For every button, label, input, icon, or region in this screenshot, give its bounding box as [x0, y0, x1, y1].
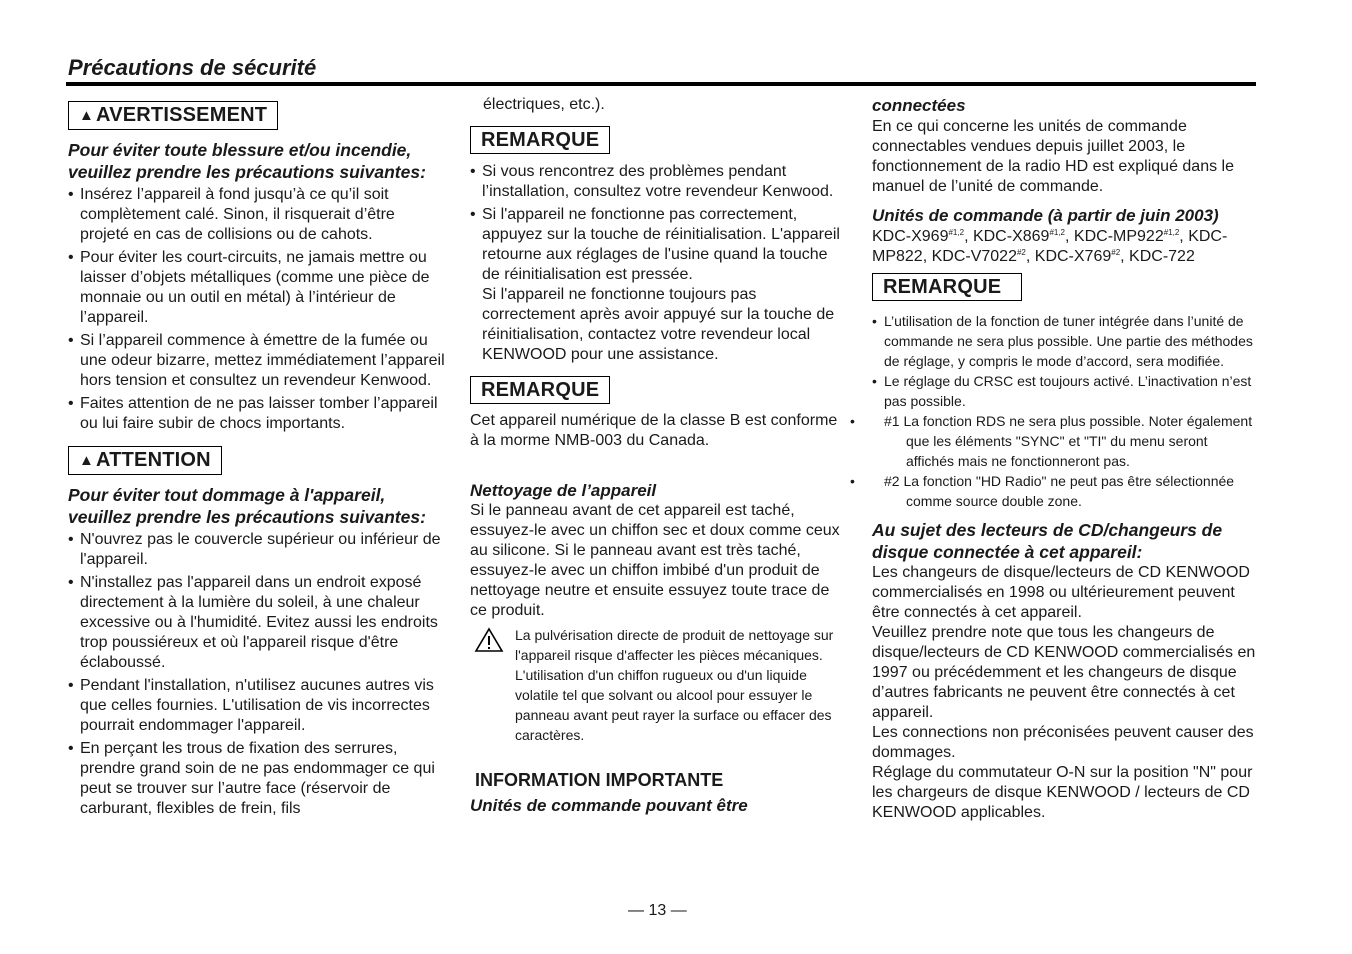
continued-text: électriques, etc.). — [483, 96, 605, 113]
remarque-label: REMARQUE — [481, 129, 600, 151]
title-rule — [66, 82, 1256, 86]
column-1 — [68, 101, 448, 822]
remarque-box — [470, 126, 610, 154]
unit-model: KDC-X969 — [872, 228, 949, 245]
unit-model: KDC-MP922 — [1073, 228, 1164, 245]
cleaning-heading: Nettoyage de l’appareil — [470, 481, 657, 500]
info-subheading-cont: connectées — [872, 96, 966, 115]
unit-footnote: #1,2 — [1049, 228, 1066, 237]
attention-label: ATTENTION — [96, 449, 211, 471]
warning-label: AVERTISSEMENT — [96, 104, 268, 126]
list-item: • En perçant les trous de fixation des serrures, prendre grand soin de ne pas endommager ce qui peut se trouver sur l’autre face (réservoir de carburant, flexibles de frein, fils — [68, 739, 448, 819]
remarque-box — [470, 376, 610, 404]
unit-footnote: #1,2 — [948, 228, 965, 237]
list-item: • N'installez pas l'appareil dans un endroit exposé directement à la lumière du soleil, à une chaleur excessive ou à l'humidité. Evitez aussi les endroits trop poussiéreux et où l'appareil risque d'être éclaboussé. — [68, 573, 448, 673]
remarque-list — [470, 162, 848, 365]
cd-paragraph: Les connections non préconisées peuvent causer des dommages. — [872, 724, 1254, 761]
unit-model: KDC-X769 — [1034, 248, 1112, 265]
cleaning-text: Si le panneau avant de cet appareil est taché, essuyez-le avec un chiffon sec et doux comme ceux au silicone. Si le panneau avant est très taché, essuyez-le avec un chiffon imbibé d'un produit de nettoyage neutre et ensuite essuyez toute trace de ce produit. — [470, 502, 840, 619]
unit-footnote: #1,2 — [1163, 228, 1180, 237]
remarque-box — [872, 273, 1022, 301]
unit-model: KDC-V7022 — [931, 248, 1017, 265]
page-title: Précautions de sécurité — [68, 55, 317, 80]
list-item: • Faites attention de ne pas laisser tomber l’appareil ou lui faire subir de chocs importants. — [68, 394, 448, 434]
column-2 — [470, 95, 848, 817]
attention-intro: Pour éviter tout dommage à l'appareil, veuillez prendre les précautions suivantes: — [68, 485, 426, 527]
list-item: • Si vous rencontrez des problèmes pendant l’installation, consultez votre revendeur Kenwood. — [470, 162, 848, 202]
caution-note — [470, 625, 848, 745]
caution-icon — [474, 627, 504, 653]
list-item: • #2 La fonction "HD Radio" ne peut pas être sélectionnée comme source double zone. — [872, 471, 1256, 511]
list-item: • Insérez l’appareil à fond jusqu’à ce qu’il soit complètement calé. Sinon, il risquerait d’être projeté en cas de collisions ou de cahots. — [68, 185, 448, 245]
unit-model: KDC-MP822 — [872, 228, 1228, 265]
page-number: — 13 — — [628, 902, 687, 919]
unit-footnote: #2 — [1016, 248, 1026, 257]
cd-paragraph: Réglage du commutateur O-N sur la position "N" pour les chargeurs de disque KENWOOD / lecteurs de CD KENWOOD applicables. — [872, 764, 1253, 821]
list-item: • Si l’appareil commence à émettre de la fumée ou une odeur bizarre, mettez immédiatement l’appareil hors tension et consultez un revendeur Kenwood. — [68, 331, 448, 391]
info-heading: INFORMATION IMPORTANTE — [475, 770, 724, 790]
remarque-label: REMARQUE — [883, 276, 1002, 298]
info-text: En ce qui concerne les unités de commande connectables vendues depuis juillet 2003, le fonctionnement de la radio HD est expliqué dans le manuel de l’unité de commande. — [872, 118, 1234, 195]
warning-intro: Pour éviter toute blessure et/ou incendie, veuillez prendre les précautions suivantes: — [68, 140, 426, 182]
list-item: • N'ouvrez pas le couvercle supérieur ou inférieur de l'appareil. — [68, 530, 448, 570]
warning-icon: ▲ — [79, 107, 95, 124]
remarque-text: Cet appareil numérique de la classe B est conforme à la morme NMB-003 du Canada. — [470, 412, 838, 449]
list-item: Si l'appareil ne fonctionne toujours pas correctement après avoir appuyé sur la touche de réinitialisation, contactez votre revendeur local KENWOOD pour une assistance. — [482, 286, 835, 363]
caution-text: La pulvérisation directe de produit de nettoyage sur l'appareil risque d'affecter les pièces mécaniques. L'utilisation d'un chiffon rugueux ou d'un liquide volatile tel que solvant ou alcool pour essuyer le panneau avant peut rayer la surface ou effacer des caractères. — [515, 627, 834, 743]
warning-icon: ▲ — [79, 452, 95, 469]
list-item: • Pendant l'installation, n'utilisez aucunes autres vis que celles fournies. L'utilisation de vis incorrectes pourrait endommager l'appareil. — [68, 676, 448, 736]
attention-box — [68, 446, 222, 475]
info-subheading: Unités de commande pouvant être — [470, 796, 748, 815]
cd-paragraph: Veuillez prendre note que tous les changeurs de disque/lecteurs de CD KENWOOD commercialisés en 1997 ou précédemment et les changeurs de disque d’autres fabricants ne peuvent être connectés à cet appareil. — [872, 624, 1256, 721]
remarque-list — [872, 311, 1256, 511]
warning-list — [68, 185, 448, 434]
cd-paragraph: Les changeurs de disque/lecteurs de CD KENWOOD commercialisés en 1998 ou ultérieurement peuvent être connectés à cet appareil. — [872, 564, 1250, 621]
attention-list — [68, 530, 448, 819]
list-item: • Si l'appareil ne fonctionne pas correctement, appuyez sur la touche de réinitialisation. L'appareil retourne aux réglages de l'usine quand la touche de réinitialisation est pressée. — [470, 205, 848, 285]
column-3 — [872, 95, 1256, 823]
remarque-label: REMARQUE — [481, 379, 600, 401]
cd-heading: Au sujet des lecteurs de CD/changeurs de disque connectée à cet appareil: — [872, 520, 1223, 562]
unit-model: KDC-X869 — [972, 228, 1050, 245]
units-list: KDC-X969$^{\#1,2}$, KDC-X869$^{\#1,2}$, KDC-MP922$^{\#1,2}$, KDC-MP822, KDC-V7022$^{\#2}$, KDC-X769$^{\#2}$, KDC-722 — [872, 228, 1228, 265]
warning-box — [68, 101, 278, 130]
list-item: • L’utilisation de la fonction de tuner intégrée dans l’unité de commande ne sera plus possible. Une partie des méthodes de réglage, y compris le mode d’accord, sera modifiée. — [872, 311, 1256, 371]
unit-footnote: #2 — [1111, 248, 1121, 257]
list-item: • Pour éviter les court-circuits, ne jamais mettre ou laisser d’objets métalliques (comme une pièce de monnaie ou un outil en métal) à l’intérieur de l’appareil. — [68, 248, 448, 328]
unit-model: KDC-722 — [1129, 248, 1195, 265]
units-heading: Unités de commande (à partir de juin 2003) — [872, 206, 1219, 225]
list-item: • Le réglage du CRSC est toujours activé. L’inactivation n’est pas possible. — [872, 371, 1256, 411]
list-item: • #1 La fonction RDS ne sera plus possible. Noter également que les éléments "SYNC" et "TI" du menu seront affichés mais ne fonctionneront pas. — [872, 411, 1256, 471]
